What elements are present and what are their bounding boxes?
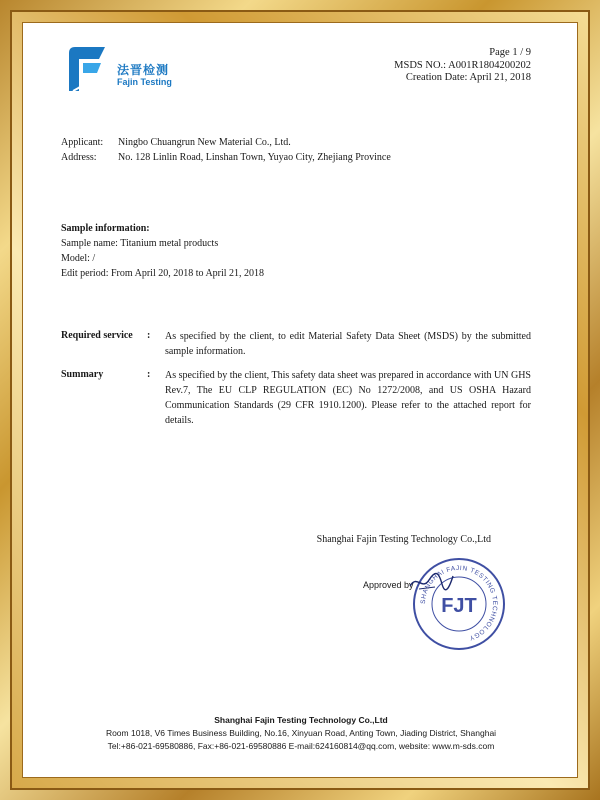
- sample-info-title: Sample information:: [61, 223, 150, 234]
- sample-name: Sample name: Titanium metal products: [61, 238, 219, 249]
- seal-ring-text: SHANGHAI FAJIN TESTING TECHNOLOGY: [419, 564, 499, 642]
- applicant-label: Applicant:: [61, 137, 104, 148]
- signature-icon: [407, 571, 455, 593]
- page-number: Page 1 / 9: [489, 47, 531, 58]
- address-label: Address:: [61, 152, 97, 163]
- approved-by-label: Approved by: [363, 580, 414, 590]
- required-service-label: Required service: [61, 330, 133, 341]
- footer-company: Shanghai Fajin Testing Technology Co.,Ltd: [214, 715, 388, 725]
- company-logo: [65, 45, 195, 95]
- required-service-text: As specified by the client, to edit Material Safety Data Sheet (MSDS) by the submitted sample information.: [165, 331, 531, 357]
- required-service-colon: :: [147, 330, 151, 341]
- summary-text: As specified by the client, This safety data sheet was prepared in accordance with UN GHS Rev.7, The EU CLP REGULATION (EC) No 1272/2008, and US OSHA Hazard Communication Standards (29 CFR 1910.1200). Please refer to the attached report for details.: [165, 370, 531, 426]
- summary-colon: :: [147, 369, 151, 380]
- sample-model: Model: /: [61, 253, 96, 264]
- fajin-logo-icon: [65, 45, 109, 95]
- address-value: No. 128 Linlin Road, Linshan Town, Yuyao City, Zhejiang Province: [118, 152, 391, 163]
- issuing-company: Shanghai Fajin Testing Technology Co.,Ltd: [316, 534, 491, 545]
- document-page: [22, 22, 578, 778]
- footer-address: Room 1018, V6 Times Business Building, No.16, Xinyuan Road, Anting Town, Jiading District, Shanghai: [105, 728, 497, 738]
- logo-chinese-name: 法晋检测: [117, 63, 170, 77]
- sample-edit-period: Edit period: From April 20, 2018 to April 21, 2018: [61, 268, 265, 279]
- creation-date: Creation Date: April 21, 2018: [405, 72, 531, 83]
- applicant-value: Ningbo Chuangrun New Material Co., Ltd.: [118, 137, 291, 148]
- document-header-info: [394, 47, 531, 85]
- footer-contact: Tel:+86-021-69580886, Fax:+86-021-69580886 E-mail:624160814@qq.com, website: www.m-sds.com: [107, 741, 495, 751]
- summary-label: Summary: [61, 369, 104, 380]
- seal-center-text: FJT: [441, 595, 477, 617]
- msds-number: MSDS NO.: A001R1804200202: [394, 59, 531, 71]
- logo-english-name: Fajin Testing: [117, 77, 172, 87]
